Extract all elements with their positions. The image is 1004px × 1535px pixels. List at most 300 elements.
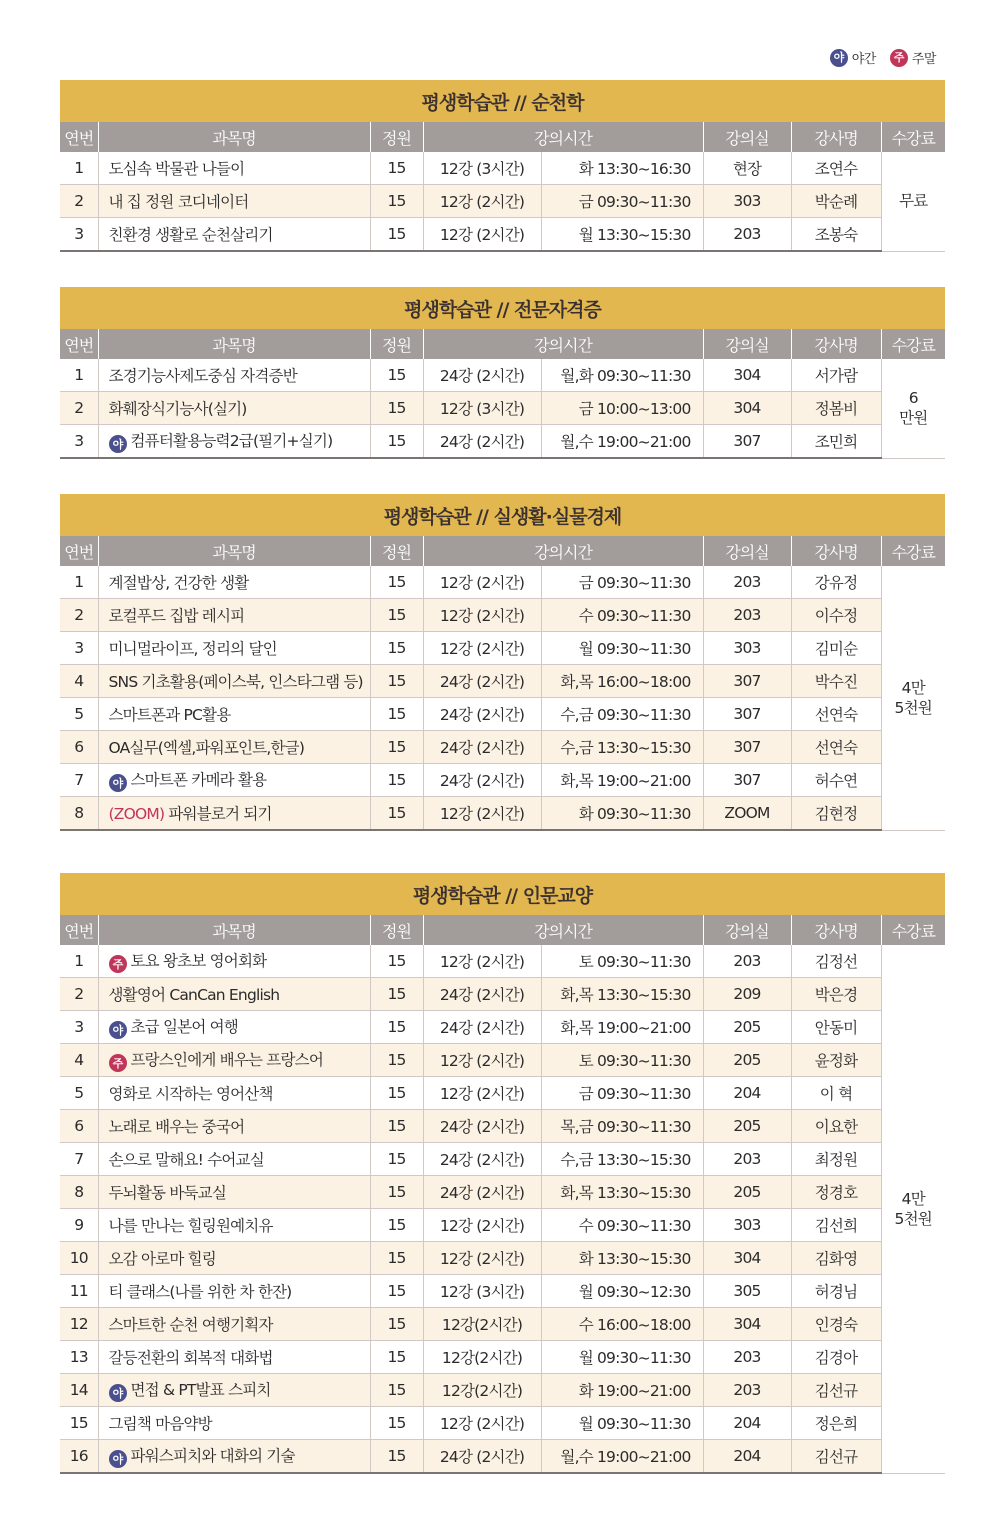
row-number: 8 [60, 797, 98, 831]
row-number: 3 [60, 425, 98, 459]
course-table [60, 329, 945, 459]
capacity: 15 [370, 152, 423, 185]
capacity: 15 [370, 599, 423, 632]
tuition-fee-line: 5천원 [894, 1209, 932, 1228]
classroom: 203 [703, 599, 791, 632]
column-header: 연번 [60, 122, 98, 152]
row-number: 15 [60, 1407, 98, 1440]
subject-name [98, 1440, 370, 1474]
schedule-time: 수,금 13:30~15:30 [541, 731, 703, 764]
session-count: 24강 (2시간) [423, 698, 541, 731]
subject-name [98, 392, 370, 425]
row-number: 7 [60, 764, 98, 797]
session-count: 24강 (2시간) [423, 1011, 541, 1044]
teacher-name: 허경님 [791, 1275, 881, 1308]
classroom: 204 [703, 1407, 791, 1440]
table-row [60, 1044, 945, 1077]
section-title: 평생학습관 // 순천학 [60, 80, 945, 122]
row-number: 1 [60, 152, 98, 185]
session-count: 12강 (2시간) [423, 632, 541, 665]
subject-name [98, 152, 370, 185]
table-row [60, 1341, 945, 1374]
classroom: 303 [703, 1209, 791, 1242]
row-number: 2 [60, 978, 98, 1011]
subject-text: 나를 만나는 힐링원예치유 [108, 1217, 273, 1235]
subject-text: 면접 & PT발표 스피치 [130, 1380, 271, 1399]
session-count: 24강 (2시간) [423, 425, 541, 459]
classroom: 304 [703, 359, 791, 392]
table-row [60, 359, 945, 392]
subject-text: OA실무(엑셀,파워포인트,한글) [108, 739, 305, 757]
subject-text: 토요 왕초보 영어회화 [130, 951, 267, 970]
teacher-name: 안동미 [791, 1011, 881, 1044]
subject-name [98, 1011, 370, 1044]
subject-text: 생활영어 CanCan English [108, 986, 280, 1004]
subject-name [98, 359, 370, 392]
session-count: 24강 (2시간) [423, 1440, 541, 1474]
capacity: 15 [370, 359, 423, 392]
session-count: 12강(2시간) [423, 1374, 541, 1407]
row-number: 8 [60, 1176, 98, 1209]
session-count: 12강 (2시간) [423, 1242, 541, 1275]
subject-name [98, 1242, 370, 1275]
zoom-prefix: (ZOOM) [108, 805, 165, 823]
schedule-time: 화 09:30~11:30 [541, 797, 703, 831]
table-row [60, 1374, 945, 1407]
teacher-name: 최정원 [791, 1143, 881, 1176]
column-header: 강의시간 [423, 536, 703, 566]
capacity: 15 [370, 632, 423, 665]
subject-text: 오감 아로마 힐링 [108, 1250, 216, 1268]
capacity: 15 [370, 1209, 423, 1242]
course-table [60, 536, 945, 831]
table-row [60, 731, 945, 764]
table-row [60, 698, 945, 731]
schedule-time: 화 13:30~15:30 [541, 1242, 703, 1275]
schedule-time: 금 09:30~11:30 [541, 185, 703, 218]
row-number: 1 [60, 566, 98, 599]
teacher-name: 선연숙 [791, 698, 881, 731]
capacity: 15 [370, 425, 423, 459]
subject-text: 프랑스인에게 배우는 프랑스어 [130, 1050, 324, 1069]
course-table [60, 122, 945, 252]
table-row [60, 1011, 945, 1044]
schedule-time: 월 09:30~11:30 [541, 1341, 703, 1374]
section-1 [60, 80, 945, 252]
row-number: 3 [60, 218, 98, 252]
night-badge-icon: 야 [109, 1450, 127, 1468]
subject-name [98, 1143, 370, 1176]
table-row [60, 1209, 945, 1242]
capacity: 15 [370, 945, 423, 978]
table-row [60, 1440, 945, 1474]
classroom: 203 [703, 1341, 791, 1374]
subject-name [98, 731, 370, 764]
schedule-time: 월 09:30~12:30 [541, 1275, 703, 1308]
capacity: 15 [370, 1341, 423, 1374]
row-number: 2 [60, 185, 98, 218]
teacher-name: 이 혁 [791, 1077, 881, 1110]
subject-name [98, 185, 370, 218]
session-count: 12강 (2시간) [423, 599, 541, 632]
header-row [60, 536, 945, 566]
subject-name [98, 218, 370, 252]
schedule-time: 수,금 13:30~15:30 [541, 1143, 703, 1176]
teacher-name: 인경숙 [791, 1308, 881, 1341]
classroom: 203 [703, 1143, 791, 1176]
schedule-time: 토 09:30~11:30 [541, 1044, 703, 1077]
schedule-time: 수 16:00~18:00 [541, 1308, 703, 1341]
column-header: 강사명 [791, 329, 881, 359]
row-number: 9 [60, 1209, 98, 1242]
row-number: 5 [60, 1077, 98, 1110]
capacity: 15 [370, 797, 423, 831]
subject-name [98, 978, 370, 1011]
capacity: 15 [370, 1044, 423, 1077]
schedule-time: 목,금 09:30~11:30 [541, 1110, 703, 1143]
classroom: 307 [703, 698, 791, 731]
tuition-fee-line: 6 [908, 389, 918, 408]
classroom: 205 [703, 1011, 791, 1044]
capacity: 15 [370, 1011, 423, 1044]
subject-name [98, 1341, 370, 1374]
subject-text: 갈등전환의 회복적 대화법 [108, 1349, 273, 1367]
table-row [60, 665, 945, 698]
session-count: 12강 (2시간) [423, 566, 541, 599]
capacity: 15 [370, 1440, 423, 1474]
column-header: 연번 [60, 915, 98, 945]
teacher-name: 허수연 [791, 764, 881, 797]
table-row [60, 1077, 945, 1110]
teacher-name: 정경호 [791, 1176, 881, 1209]
table-row [60, 152, 945, 185]
column-header: 강의실 [703, 122, 791, 152]
capacity: 15 [370, 218, 423, 252]
table-row [60, 945, 945, 978]
night-badge-icon: 야 [109, 774, 127, 792]
schedule-time: 화,목 13:30~15:30 [541, 1176, 703, 1209]
capacity: 15 [370, 392, 423, 425]
session-count: 12강 (2시간) [423, 185, 541, 218]
schedule-time: 화,목 19:00~21:00 [541, 1011, 703, 1044]
classroom: ZOOM [703, 797, 791, 831]
schedule-time: 토 09:30~11:30 [541, 945, 703, 978]
column-header: 정원 [370, 536, 423, 566]
table-row [60, 185, 945, 218]
capacity: 15 [370, 1275, 423, 1308]
teacher-name: 윤정화 [791, 1044, 881, 1077]
capacity: 15 [370, 1110, 423, 1143]
column-header: 연번 [60, 536, 98, 566]
capacity: 15 [370, 1374, 423, 1407]
table-row [60, 1110, 945, 1143]
row-number: 4 [60, 1044, 98, 1077]
classroom: 204 [703, 1440, 791, 1474]
row-number: 11 [60, 1275, 98, 1308]
classroom: 307 [703, 425, 791, 459]
row-number: 6 [60, 731, 98, 764]
column-header: 과목명 [98, 536, 370, 566]
classroom: 209 [703, 978, 791, 1011]
section-title: 평생학습관 // 인문교양 [60, 873, 945, 915]
subject-name [98, 1374, 370, 1407]
row-number: 3 [60, 632, 98, 665]
subject-text: 조경기능사제도중심 자격증반 [108, 367, 297, 385]
column-header: 수강료 [881, 122, 945, 152]
schedule-time: 월,화 09:30~11:30 [541, 359, 703, 392]
session-count: 24강 (2시간) [423, 359, 541, 392]
subject-name [98, 425, 370, 459]
teacher-name: 정봄비 [791, 392, 881, 425]
capacity: 15 [370, 698, 423, 731]
tuition-fee [881, 566, 945, 830]
column-header: 강사명 [791, 915, 881, 945]
teacher-name: 조민희 [791, 425, 881, 459]
teacher-name: 김현정 [791, 797, 881, 831]
schedule-time: 월,수 19:00~21:00 [541, 1440, 703, 1474]
column-header: 강사명 [791, 122, 881, 152]
row-number: 4 [60, 665, 98, 698]
column-header: 수강료 [881, 915, 945, 945]
schedule-time: 금 09:30~11:30 [541, 1077, 703, 1110]
session-count: 24강 (2시간) [423, 1143, 541, 1176]
classroom: 205 [703, 1044, 791, 1077]
schedule-time: 월 09:30~11:30 [541, 632, 703, 665]
subject-name [98, 1077, 370, 1110]
schedule-time: 화,목 16:00~18:00 [541, 665, 703, 698]
session-count: 12강 (3시간) [423, 152, 541, 185]
table-row [60, 392, 945, 425]
header-row [60, 915, 945, 945]
classroom: 203 [703, 218, 791, 252]
session-count: 24강 (2시간) [423, 665, 541, 698]
classroom: 204 [703, 1077, 791, 1110]
subject-name [98, 632, 370, 665]
subject-text: 그림책 마음약방 [108, 1415, 212, 1433]
row-number: 12 [60, 1308, 98, 1341]
column-header: 정원 [370, 329, 423, 359]
capacity: 15 [370, 764, 423, 797]
capacity: 15 [370, 566, 423, 599]
subject-name [98, 945, 370, 978]
tuition-fee [881, 945, 945, 1473]
subject-name [98, 1044, 370, 1077]
classroom: 203 [703, 945, 791, 978]
subject-name [98, 764, 370, 797]
row-number: 16 [60, 1440, 98, 1474]
classroom: 205 [703, 1176, 791, 1209]
subject-name [98, 797, 370, 831]
subject-text: 미니멀라이프, 정리의 달인 [108, 640, 277, 658]
capacity: 15 [370, 185, 423, 218]
classroom: 203 [703, 566, 791, 599]
row-number: 3 [60, 1011, 98, 1044]
subject-name [98, 698, 370, 731]
row-number: 2 [60, 392, 98, 425]
subject-text: 파워블로거 되기 [168, 805, 272, 823]
table-row [60, 1176, 945, 1209]
session-count: 12강(2시간) [423, 1308, 541, 1341]
capacity: 15 [370, 978, 423, 1011]
session-count: 12강 (2시간) [423, 1044, 541, 1077]
subject-text: 내 집 정원 코디네이터 [108, 193, 249, 211]
weekend-badge-icon: 주 [890, 49, 908, 67]
subject-text: 스마트폰 카메라 활용 [130, 770, 267, 789]
schedule-time: 금 09:30~11:30 [541, 566, 703, 599]
subject-text: 티 클래스(나를 위한 차 한잔) [108, 1283, 292, 1301]
table-row [60, 425, 945, 459]
row-number: 1 [60, 945, 98, 978]
classroom: 305 [703, 1275, 791, 1308]
session-count: 24강 (2시간) [423, 731, 541, 764]
table-row [60, 599, 945, 632]
session-count: 12강 (2시간) [423, 1209, 541, 1242]
session-count: 24강 (2시간) [423, 978, 541, 1011]
session-count: 12강 (2시간) [423, 945, 541, 978]
night-badge-icon: 야 [109, 1021, 127, 1039]
column-header: 정원 [370, 122, 423, 152]
subject-text: 스마트한 순천 여행기획자 [108, 1316, 273, 1334]
teacher-name: 김선희 [791, 1209, 881, 1242]
classroom: 304 [703, 1242, 791, 1275]
subject-name [98, 599, 370, 632]
table-row [60, 797, 945, 831]
weekend-badge-icon: 주 [109, 955, 127, 973]
session-count: 24강 (2시간) [423, 1110, 541, 1143]
subject-name [98, 566, 370, 599]
row-number: 7 [60, 1143, 98, 1176]
schedule-time: 월 09:30~11:30 [541, 1407, 703, 1440]
weekend-badge-icon: 주 [109, 1054, 127, 1072]
table-row [60, 1242, 945, 1275]
teacher-name: 정은희 [791, 1407, 881, 1440]
subject-text: 도심속 박물관 나들이 [108, 160, 245, 178]
subject-name [98, 1176, 370, 1209]
session-count: 24강 (2시간) [423, 764, 541, 797]
column-header: 정원 [370, 915, 423, 945]
capacity: 15 [370, 1407, 423, 1440]
tuition-fee-line: 4만 [901, 678, 925, 697]
table-row [60, 218, 945, 252]
tuition-fee-line: 4만 [901, 1189, 925, 1208]
column-header: 수강료 [881, 329, 945, 359]
column-header: 수강료 [881, 536, 945, 566]
teacher-name: 선연숙 [791, 731, 881, 764]
table-row [60, 566, 945, 599]
table-row [60, 1275, 945, 1308]
subject-name [98, 1275, 370, 1308]
schedule-time: 화,목 19:00~21:00 [541, 764, 703, 797]
subject-text: 손으로 말해요! 수어교실 [108, 1151, 264, 1169]
classroom: 303 [703, 185, 791, 218]
teacher-name: 박수진 [791, 665, 881, 698]
legend [830, 48, 936, 67]
subject-name [98, 1407, 370, 1440]
teacher-name: 박순례 [791, 185, 881, 218]
row-number: 1 [60, 359, 98, 392]
subject-text: 로컬푸드 집밥 레시피 [108, 607, 245, 625]
capacity: 15 [370, 1176, 423, 1209]
schedule-time: 월,수 19:00~21:00 [541, 425, 703, 459]
header-row [60, 122, 945, 152]
classroom: 203 [703, 1374, 791, 1407]
teacher-name: 김정선 [791, 945, 881, 978]
subject-text: SNS 기초활용(페이스북, 인스타그램 등) [108, 673, 363, 691]
schedule-time: 수,금 09:30~11:30 [541, 698, 703, 731]
classroom: 304 [703, 1308, 791, 1341]
subject-text: 두뇌활동 바둑교실 [108, 1184, 227, 1202]
session-count: 12강 (3시간) [423, 392, 541, 425]
row-number: 10 [60, 1242, 98, 1275]
classroom: 307 [703, 764, 791, 797]
table-row [60, 978, 945, 1011]
section-3 [60, 494, 945, 831]
teacher-name: 조연수 [791, 152, 881, 185]
teacher-name: 강유정 [791, 566, 881, 599]
tuition-fee-line: 5천원 [894, 698, 932, 717]
section-2 [60, 287, 945, 459]
tuition-fee [881, 152, 945, 251]
column-header: 과목명 [98, 329, 370, 359]
capacity: 15 [370, 1143, 423, 1176]
header-row [60, 329, 945, 359]
schedule-time: 금 10:00~13:00 [541, 392, 703, 425]
row-number: 6 [60, 1110, 98, 1143]
subject-text: 초급 일본어 여행 [130, 1017, 238, 1036]
row-number: 5 [60, 698, 98, 731]
session-count: 12강 (2시간) [423, 218, 541, 252]
table-row [60, 632, 945, 665]
legend-weekend-label: 주말 [911, 52, 936, 67]
night-badge-icon: 야 [109, 1384, 127, 1402]
teacher-name: 김미순 [791, 632, 881, 665]
schedule-time: 수 09:30~11:30 [541, 1209, 703, 1242]
course-table [60, 915, 945, 1474]
table-row [60, 1143, 945, 1176]
subject-text: 컴퓨터활용능력2급(필기+실기) [130, 431, 333, 450]
section-title: 평생학습관 // 실생활·실물경제 [60, 494, 945, 536]
column-header: 강의실 [703, 329, 791, 359]
subject-text: 친환경 생활로 순천살리기 [108, 226, 273, 244]
schedule-time: 수 09:30~11:30 [541, 599, 703, 632]
session-count: 12강 (2시간) [423, 1077, 541, 1110]
teacher-name: 박은경 [791, 978, 881, 1011]
capacity: 15 [370, 665, 423, 698]
column-header: 강의실 [703, 915, 791, 945]
teacher-name: 김선규 [791, 1440, 881, 1474]
subject-name [98, 1209, 370, 1242]
classroom: 현장 [703, 152, 791, 185]
capacity: 15 [370, 1077, 423, 1110]
column-header: 강의시간 [423, 122, 703, 152]
teacher-name: 김경아 [791, 1341, 881, 1374]
subject-name [98, 1308, 370, 1341]
capacity: 15 [370, 1242, 423, 1275]
row-number: 13 [60, 1341, 98, 1374]
session-count: 24강 (2시간) [423, 1176, 541, 1209]
column-header: 연번 [60, 329, 98, 359]
column-header: 강사명 [791, 536, 881, 566]
subject-text: 파워스피치와 대화의 기술 [130, 1446, 295, 1465]
classroom: 307 [703, 665, 791, 698]
schedule-time: 화 13:30~16:30 [541, 152, 703, 185]
row-number: 2 [60, 599, 98, 632]
column-header: 강의시간 [423, 329, 703, 359]
teacher-name: 조봉숙 [791, 218, 881, 252]
row-number: 14 [60, 1374, 98, 1407]
classroom: 304 [703, 392, 791, 425]
teacher-name: 이요한 [791, 1110, 881, 1143]
